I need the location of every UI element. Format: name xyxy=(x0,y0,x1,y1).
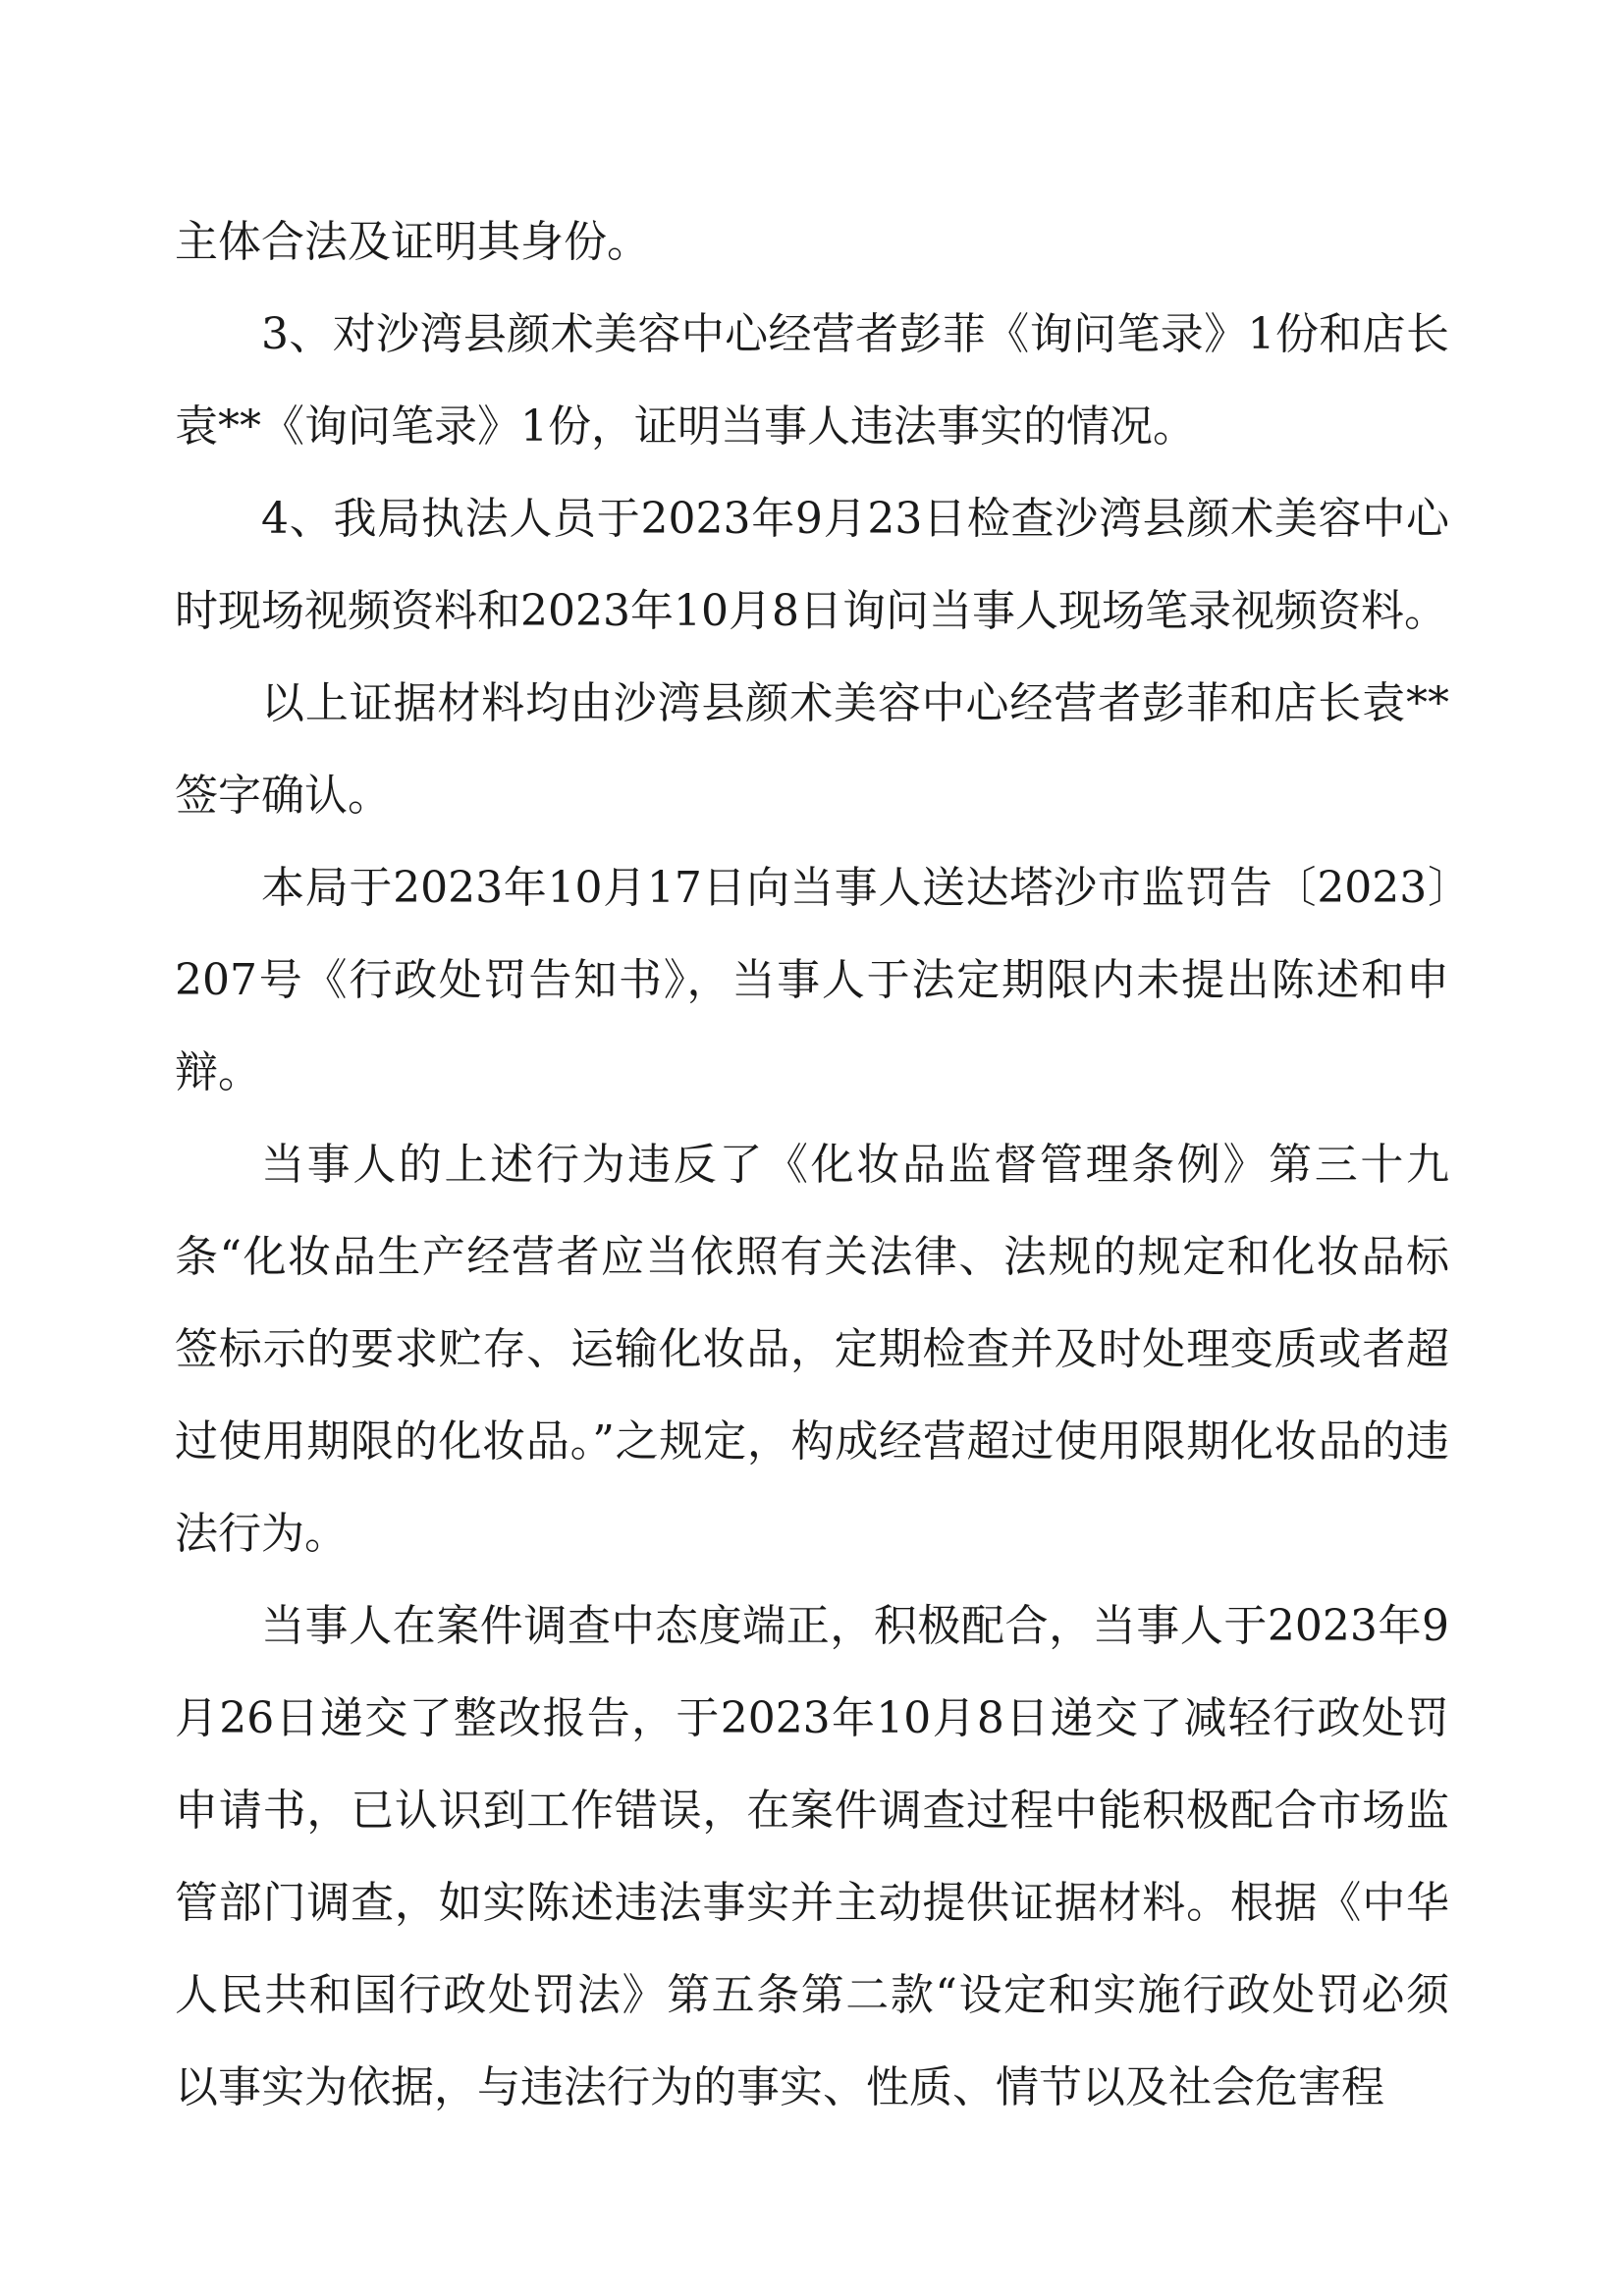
paragraph-evidence-3: 3、对沙湾县颜术美容中心经营者彭菲《询问笔录》1份和店长袁**《询问笔录》1份，证明当事人违法事实的情况。 xyxy=(175,309,1449,452)
paragraph-evidence-confirmation: 以上证据材料均由沙湾县颜术美容中心经营者彭菲和店长袁**签字确认。 xyxy=(175,678,1449,821)
paragraph-penalty-notice: 本局于2023年10月17日向当事人送达塔沙市监罚告〔2023〕207号《行政处罚告知书》，当事人于法定期限内未提出陈述和申辩。 xyxy=(175,863,1449,1097)
paragraph-mitigation: 当事人在案件调查中态度端正，积极配合，当事人于2023年9月26日递交了整改报告，于2023年10月8日递交了减轻行政处罚申请书，已认识到工作错误，在案件调查过程中能积极配合市场监管部门调查，如实陈述违法事实并主动提供证据材料。根据《中华人民共和国行政处罚法》第五条第二款“设定和实施行政处罚必须以事实为依据，与违法行为的事实、性质、情节以及社会危害程 xyxy=(175,1601,1449,2112)
paragraph-subject-identity: 主体合法及证明其身份。 xyxy=(175,217,650,267)
paragraph-violation: 当事人的上述行为违反了《化妆品监督管理条例》第三十九条“化妆品生产经营者应当依照有关法律、法规的规定和化妆品标签标示的要求贮存、运输化妆品，定期检查并及时处理变质或者超过使用期限的化妆品。”之规定，构成经营超过使用限期化妆品的违法行为。 xyxy=(175,1140,1449,1559)
paragraph-evidence-4: 4、我局执法人员于2023年9月23日检查沙湾县颜术美容中心时现场视频资料和2023年10月8日询问当事人现场笔录视频资料。 xyxy=(175,494,1449,636)
document-body xyxy=(175,196,1449,2134)
